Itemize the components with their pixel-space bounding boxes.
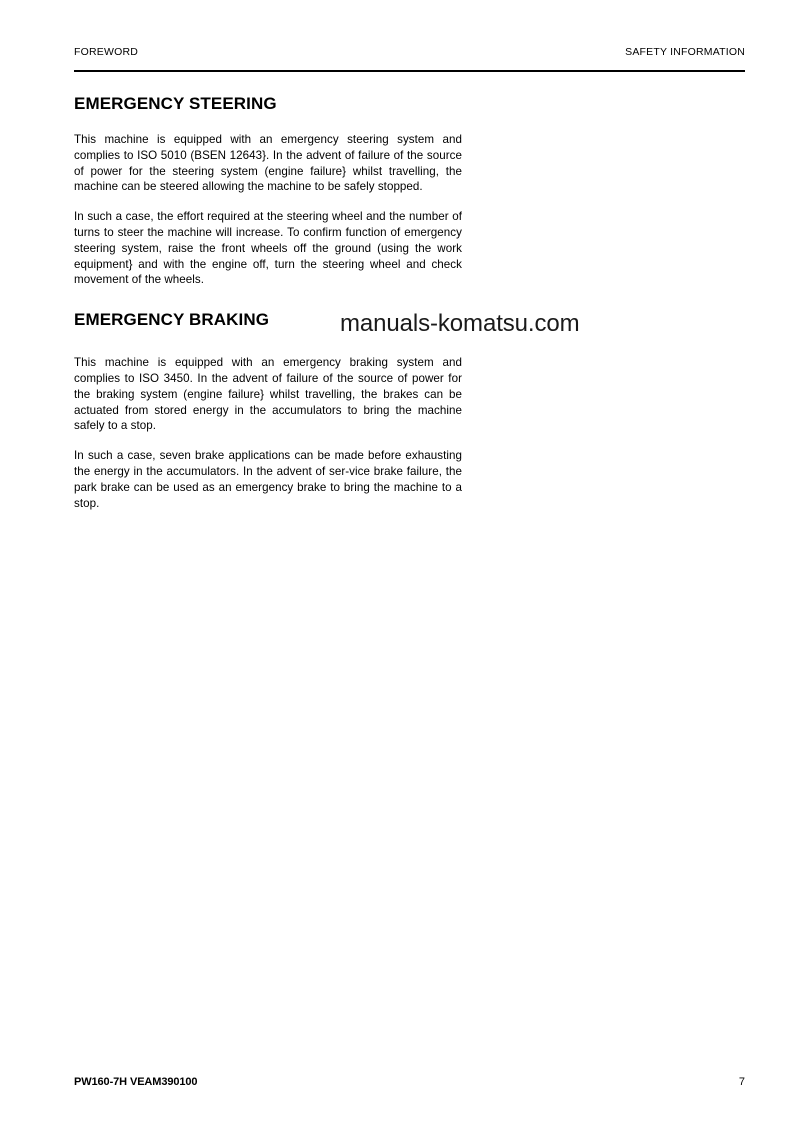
header-chapter-label: FOREWORD: [74, 46, 139, 58]
page-footer: [74, 1076, 745, 1089]
paragraph-steering-2: In such a case, the effort required at the steering wheel and the number of turns to steer the machine will increase. To confirm function of emergency steering system, raise the front wheels off the ground (using the work equipment} and with the engine off, turn the steering wheel and check movement of the wheels.: [74, 210, 462, 287]
footer-page-number: 7: [738, 1076, 745, 1088]
paragraph-braking-1: This machine is equipped with an emergency braking system and complies to ISO 3450. In the advent of failure of the source of power for the braking system (engine failure} whilst travelling, the brakes can be actuated from stored energy in the accumulators to bring the machine safely to a stop.: [74, 356, 462, 433]
watermark-manuals-komatsu: manuals-komatsu.com: [340, 310, 580, 337]
spacer: [74, 288, 462, 310]
header-section-label: SAFETY INFORMATION: [625, 46, 745, 58]
spacer: [74, 434, 462, 448]
page-header: [74, 46, 745, 58]
spacer: [74, 114, 462, 132]
document-body: [74, 94, 462, 511]
paragraph-steering-1: This machine is equipped with an emergency steering system and complies to ISO 5010 (BSEN 12643}. In the advent of failure of the source of power for the steering system (engine failure} whilst travelling, the machine can be steered allowing the machine to be safely stopped.: [74, 133, 462, 194]
footer-document-code: PW160-7H VEAM390100: [74, 1076, 198, 1088]
heading-emergency-braking: EMERGENCY BRAKING: [74, 310, 270, 330]
heading-emergency-steering: EMERGENCY STEERING: [74, 94, 277, 113]
header-divider-rule: [74, 70, 745, 72]
paragraph-braking-2: In such a case, seven brake applications can be made before exhausting the energy in the accumulators. In the advent of ser-vice brake failure, the park brake can be used as an emergency brake to bring the machine to a stop.: [74, 449, 462, 510]
spacer: [74, 195, 462, 209]
